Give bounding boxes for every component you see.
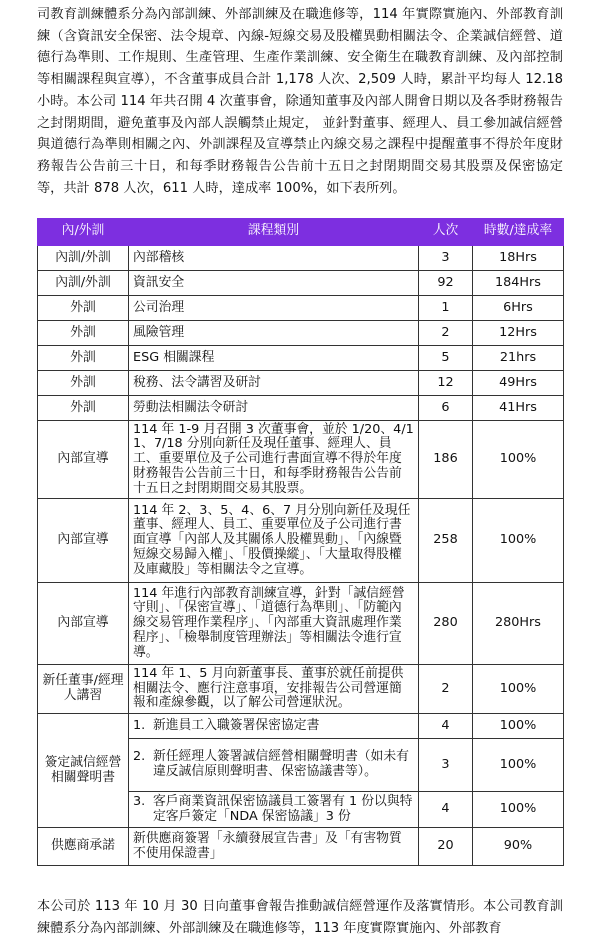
header-course: 課程類別 bbox=[129, 219, 419, 246]
row-course: 114 年 1、5 月向新董事長、董事於就任前提供相關法令、應行注意事項，安排報告公司營運簡報和產線參觀，以了解公司營運狀況。 bbox=[129, 665, 419, 714]
table-row bbox=[38, 371, 564, 396]
row-course bbox=[129, 714, 419, 739]
row-course: ESG 相關課程 bbox=[129, 346, 419, 371]
intro-paragraph: 司教育訓練體系分為內部訓練、外部訓練及在職進修等，114 年實際實施內、外部教育訓練（含資訊安全保密、法令規章、內線-短線交易及股權異動相關法令、企業誠信經營、道德行為準則、工作規則、生產管理、生產作業訓練、安全衛生在職教育訓練、及內部控制等相關課程與宣導），不含董事成員合計 1,178 人次、2,509 人時，累計平均每人 12.18 小時。本公司 114 年共召開 4 次董事會，除通知董事及內部人開會日期以及各季財務報告之封閉期間，避免董事及內部人誤觸禁止規定， 並針對董事、經理人、員工參加誠信經營與道德行為準則相關之內、外訓課程及宣導禁止內線交易之課程中提醒董事不得於年度財務報告公告前三十日，和每季財務報告公告前十五日之封閉期間交易其股票及保密協定等，共計 878 人次，611 人時，達成率 100%，如下表所列。 bbox=[37, 7, 563, 196]
row-course: 勞動法相關法令研討 bbox=[129, 396, 419, 421]
row-course: 114 年 2、3、5、4、6、7 月分別向新任及現任董事、經理人、員工、重要單位及子公司進行書面宣導「內部人及其關係人股權異動」、「內線暨短線交易歸入權」、「股價操縱」、「大量取得股權及庫藏股」等相關法令之宣導。 bbox=[129, 499, 419, 583]
row-count: 280 bbox=[419, 583, 473, 665]
row-rate: 100% bbox=[473, 714, 564, 739]
row-count: 20 bbox=[419, 828, 473, 866]
row-course bbox=[129, 792, 419, 828]
row-type: 外訓 bbox=[38, 371, 129, 396]
header-rate: 時數/達成率 bbox=[473, 219, 564, 246]
row-count: 1 bbox=[419, 296, 473, 321]
row-course: 內部稽核 bbox=[129, 246, 419, 271]
table-row bbox=[38, 828, 564, 866]
table-row bbox=[38, 346, 564, 371]
row-count: 258 bbox=[419, 499, 473, 583]
row-count: 6 bbox=[419, 396, 473, 421]
row-rate: 21hrs bbox=[473, 346, 564, 371]
row-count: 3 bbox=[419, 246, 473, 271]
table-row bbox=[38, 321, 564, 346]
row-count: 92 bbox=[419, 271, 473, 296]
row-count: 4 bbox=[419, 792, 473, 828]
row-rate: 41Hrs bbox=[473, 396, 564, 421]
row-rate: 280Hrs bbox=[473, 583, 564, 665]
row-type: 內訓/外訓 bbox=[38, 246, 129, 271]
row-rate: 12Hrs bbox=[473, 321, 564, 346]
row-course: 114 年 1-9 月召開 3 次董事會，並於 1/20、4/11、7/18 分別向新任及現任董事、經理人、員工、重要單位及子公司進行書面宣導不得於年度財務報告公告前三十日，和每季財務報告公告前十五日之封閉期間交易其股票。 bbox=[129, 421, 419, 499]
row-course bbox=[129, 739, 419, 792]
row-type: 外訓 bbox=[38, 296, 129, 321]
row-rate: 6Hrs bbox=[473, 296, 564, 321]
table-row bbox=[38, 296, 564, 321]
row-course: 114 年進行內部教育訓練宣導，針對「誠信經營守則」、「保密宣導」、「道德行為準則」、「防範內線交易管理作業程序」、「內部重大資訊處理作業程序」、「檢舉制度管理辦法」等相關法令進行宣導。 bbox=[129, 583, 419, 665]
table-row bbox=[38, 396, 564, 421]
row-rate: 184Hrs bbox=[473, 271, 564, 296]
row-type: 內部宣導 bbox=[38, 499, 129, 583]
row-type: 內訓/外訓 bbox=[38, 271, 129, 296]
row-rate: 100% bbox=[473, 792, 564, 828]
row-rate: 100% bbox=[473, 739, 564, 792]
table-row bbox=[38, 246, 564, 271]
row-count: 186 bbox=[419, 421, 473, 499]
table-row bbox=[38, 665, 564, 714]
row-type: 內部宣導 bbox=[38, 583, 129, 665]
row-rate: 100% bbox=[473, 421, 564, 499]
table-header-row bbox=[38, 219, 564, 246]
table-row bbox=[38, 714, 564, 739]
row-rate: 100% bbox=[473, 499, 564, 583]
table-row bbox=[38, 271, 564, 296]
row-course: 風險管理 bbox=[129, 321, 419, 346]
row-type: 外訓 bbox=[38, 346, 129, 371]
item-number: 1. bbox=[133, 717, 146, 733]
table-row bbox=[38, 499, 564, 583]
table-row bbox=[38, 583, 564, 665]
row-count: 4 bbox=[419, 714, 473, 739]
item-text: 新進員工入職簽署保密協定書 bbox=[153, 717, 320, 733]
row-course: 資訊安全 bbox=[129, 271, 419, 296]
header-type: 內/外訓 bbox=[38, 219, 129, 246]
row-course: 稅務、法令講習及研討 bbox=[129, 371, 419, 396]
sign-group-type: 簽定誠信經營相關聲明書 bbox=[38, 714, 129, 828]
row-type: 內部宣導 bbox=[38, 421, 129, 499]
closing-paragraph: 本公司於 113 年 10 月 30 日向董事會報告推動誠信經營運作及落實情形。本公司教育訓練體系分為內部訓練、外部訓練及在職進修等，113 年度實際實施內、外部教育 bbox=[37, 899, 563, 936]
row-type: 外訓 bbox=[38, 396, 129, 421]
row-count: 3 bbox=[419, 739, 473, 792]
row-rate: 100% bbox=[473, 665, 564, 714]
row-course: 新供應商簽署「永續發展宣告書」及「有害物質不使用保證書」 bbox=[129, 828, 419, 866]
row-type: 新任董事/經理人講習 bbox=[38, 665, 129, 714]
row-type: 供應商承諾 bbox=[38, 828, 129, 866]
item-number: 2. bbox=[133, 749, 146, 765]
row-count: 12 bbox=[419, 371, 473, 396]
training-table bbox=[37, 218, 564, 866]
row-count: 2 bbox=[419, 665, 473, 714]
row-course: 公司治理 bbox=[129, 296, 419, 321]
item-number: 3. bbox=[133, 793, 146, 809]
row-rate: 90% bbox=[473, 828, 564, 866]
table-row bbox=[38, 421, 564, 499]
row-rate: 49Hrs bbox=[473, 371, 564, 396]
row-count: 5 bbox=[419, 346, 473, 371]
row-rate: 18Hrs bbox=[473, 246, 564, 271]
item-text: 新任經理人簽署誠信經營相關聲明書（如未有違反誠信原則聲明書、保密協議書等）。 bbox=[153, 749, 409, 779]
header-count: 人次 bbox=[419, 219, 473, 246]
row-type: 外訓 bbox=[38, 321, 129, 346]
item-text: 客戶商業資訊保密協議員工簽署有 1 份以與特定客戶簽定「NDA 保密協議」3 份 bbox=[153, 793, 413, 824]
row-count: 2 bbox=[419, 321, 473, 346]
